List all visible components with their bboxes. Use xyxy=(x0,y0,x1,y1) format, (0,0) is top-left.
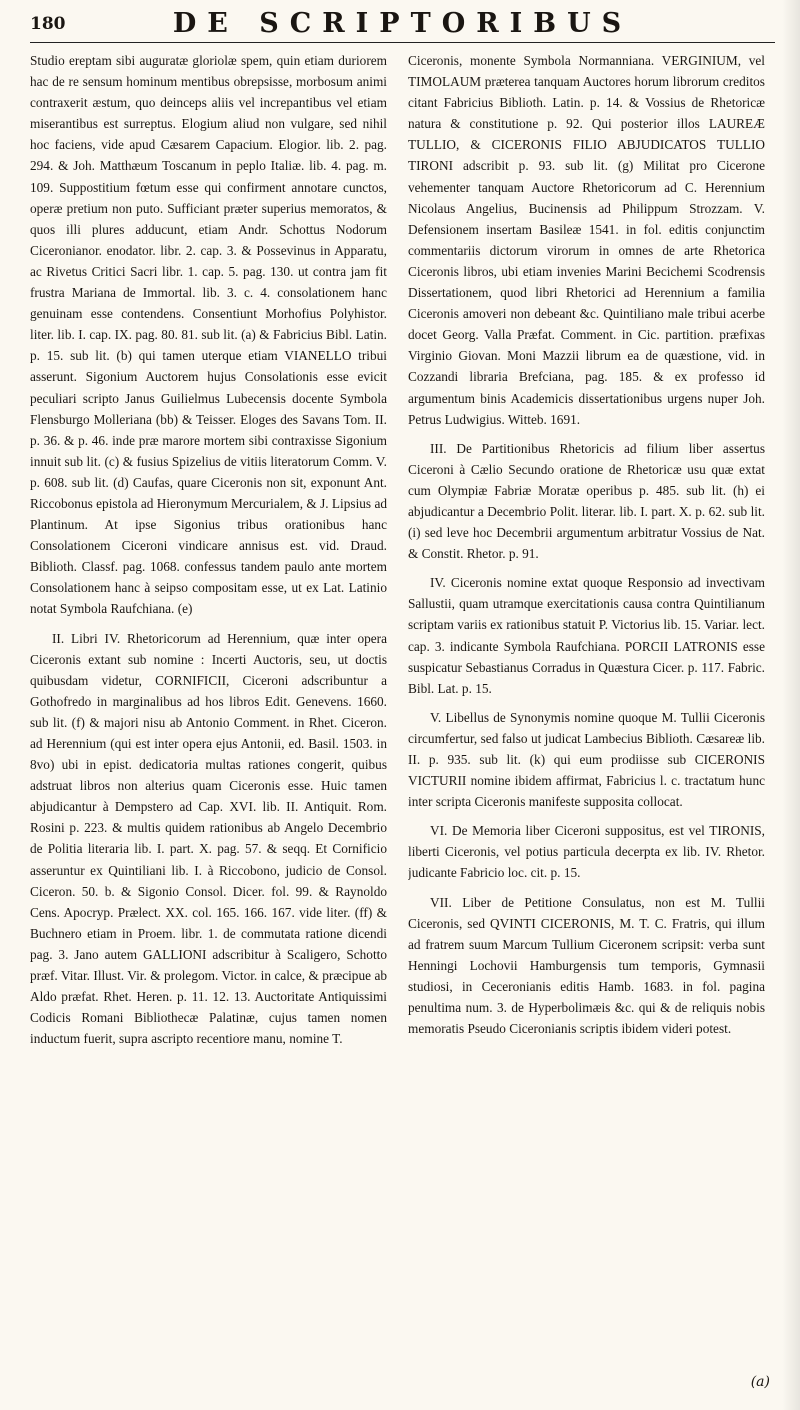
paragraph-partitiones: III. De Partitionibus Rhetoricis ad filium liber assertus Ciceroni à Cælio Secundo oratione de Rhetoricæ usu quæ extat cum Olympiæ Fabriæ Moratæ operibus p. 485. sub lit. (h) ei abjudicantur a Decembrio Polit. literar. lib. I. part. X. p. 62. sub lit. (i) sed leve hoc Decembrii argumentum arbitratur Vossius de Nat. & Constit. Rhetor. p. 91. xyxy=(408,440,765,562)
paragraph-herennium-continued: Ciceronis, monente Symbola Normanniana. VERGINIUM, vel TIMOLAUM præterea tanquam Auctores horum librorum creditos citant Fabricius Biblioth. Latin. p. 14. & Vossius de Rhetoricæ natura & constitutione p. 92. Qui posterior illos LAUREÆ TULLIO, & CICERONIS FILIO ABJUDICATOS TULLIO TIRONI adscribit p. 93. sub lit. (g) Militat pro Cicerone vehementer tanquam Auctore Rhetoricorum ad C. Herennium Nicolaus Angelius, Bucinensis ad Philippum Strozzam. V. Defensionem insertam Basileæ 1541. in fol. editis conjunctim commentariis dictorum virorum in omnes de arte Rhetorica Ciceronis libros, ubi etiam invenies Marini Becichemi Scodrensis Dissertationem, quod libri Rhetorici ad Herennium a familia Ciceronis amoveri non debeant &c. Quintiliano male tribui acerbe docet Georg. Valla Præfat. Comment. in Cic. partition. præfixas Virginio Giovan. Moni Mazzii librum ea de quæstione, vid. in Cozzandi libraria Brefciana, pag. 185. & ex professo id argumentum binis Academicis dissertationibus urgens nuper Joh. Petrus Ludwigius. Witteb. 1691. xyxy=(408,53,765,427)
running-title: DE SCRIPTORIBUS xyxy=(172,8,633,39)
paragraph-responsio-sallustii: IV. Ciceronis nomine extat quoque Responsio ad invectivam Sallustii, quam utramque exercitationis causa contra Quintilianum scriptam variis ex rationibus statuit P. Victorius lib. 15. Variar. lect. cap. 3. indicante Symbola Raufchiana. PORCII LATRONIS esse suspicatur Sebastianus Corradus in Quæstura Cicer. p. 117. Fabric. Bibl. Lat. p. 15. xyxy=(408,575,765,696)
header-rule xyxy=(30,42,775,43)
paragraph-rhetorica-herennium: II. Libri IV. Rhetoricorum ad Herennium, quæ inter opera Ciceronis extant sub nomine : Incerti Auctoris, seu, ut doctis quibusdam videtur, CORNIFICII, Ciceroni adscribuntur a Gothofredo in marginalibus ad hos libros Edit. Genevens. 1660. sub lit. (f) & majori nisu ab Antonio Comment. in Rhet. Ciceron. ad Herennium (qui est inter opera ejus Antonii, ed. Basil. 1503. in 8vo) ubi in epist. dedicatoria multas rationes congerit, quibus adstruat libros non alterius quam Ciceronis esse. Huic tamen abjudicantur à Dempstero ad Cap. XVI. lib. II. Antiquit. Rom. Rosini p. 223. & multis quidem rationibus ab Angelo Decembrio de Politia literaria lib. I. part. X. pag. 57. & seqq. Et Cornificio asseruntur ex Quintiliani lib. I. à Riccobono, judicio de Consol. Ciceron. 50. b. & Sigonio Consol. Dicer. fol. 99. & Raynoldo Cens. Apocryp. Prælect. XX. col. 165. 166. 167. vide liter. (ff) & Buchnero etiam in Proem. libr. 1. de commutata ratione dicendi pag. 3. Jano autem GALLIONI adscribitur à Scaligero, Schotto præf. Vitar. Illust. Vir. & prolegom. Victor. in calce, & præcipue ab Aldo præfat. Rhet. Heren. p. 11. 12. 13. Auctoritate Antiquissimi Codicis Romani Bibliothecæ Palatinæ, cujus tamen nomen inductum fuerit, supra ascripto recentiore manu, nomine T. xyxy=(30,630,387,1047)
page-edge-shadow xyxy=(782,0,800,1410)
column-gutter xyxy=(392,50,393,1390)
paragraph-petitio-consulatus: VII. Liber de Petitione Consulatus, non est M. Tullii Ciceronis, sed QVINTI CICERONIS, M. T. C. Fratris, qui illum ad fratrem suum Marcum Tullium Ciceronem scripsit: verba sunt Henningi Lochovii Hamburgensis tum temporis, Gymnasii studiosi, in Ceceronianis editis Hamb. 1683. in fol. pagina penultima num. 3. de Hyperbolimæis &c. qui & de reliquis nobis memoratis Pseudo Ciceronianis scriptis ibidem videri potest. xyxy=(408,894,765,1037)
page-header xyxy=(30,8,775,40)
paragraph-de-memoria: VI. De Memoria liber Ciceroni suppositus, est vel TIRONIS, liberti Ciceronis, vel potius particula decerpta ex lib. IV. Rhetor. judicante Fabricio loc. cit. p. 15. xyxy=(408,823,765,881)
left-column xyxy=(30,50,387,1395)
page-number: 180 xyxy=(30,14,66,34)
signature-mark: (a) xyxy=(750,1374,770,1390)
paragraph-synonyma: V. Libellus de Synonymis nomine quoque M. Tullii Ciceronis circumfertur, sed falso ut judicat Lambecius Biblioth. Cæsareæ lib. II. p. 935. sub lit. (k) qui eum prodiisse sub CICERONIS VICTURII nomine ibidem affirmat, Fabricius l. c. tractatum hunc inter scripta Ciceronis manifeste supposita collocat. xyxy=(408,709,765,810)
right-column xyxy=(408,50,765,1395)
paragraph-consolatio: Studio ereptam sibi auguratæ gloriolæ spem, quin etiam duriorem hac de re sensum hominum mentibus obrepsisse, morbosum animi contraxerit æstum, quo deinceps aliis vel increpantibus vel etiam miserantibus est surreptus. Elogium aliud non vulgare, sed nihil hoc faciens, vide apud Cæsarem Capacium. Elogior. lib. 2. pag. 294. & Joh. Matthæum Toscanum in peplo Italiæ. lib. 4. pag. m. 109. Suppostitium fœtum esse qui confirment annotare cunctos, operæ pretium non puto. Sufficiant præter superius memoratos, & quos illi plures adducunt, etiam Andr. Schottus Nodorum Ciceronianor. enodator. libr. 2. cap. 3. & Possevinus in Apparatu, ac Rivetus Critici Sacri libr. 1. cap. 5. pag. 130. ut contra jam fit frustra Mariana de Immortal. lib. 3. c. 4. consolationem hanc genuinam esse contendens. Consentiunt Morhofius Polyhistor. liter. lib. I. cap. IX. pag. 80. 81. sub lit. (a) & Fabricius Bibl. Latin. p. 15. sub lit. (b) qui tamen uterque etiam VIANELLO tribui asserunt. Sigonium Auctorem hujus Consolationis esse evicit peculiari scripto Janus Guilielmus Lubecensis docente Symbola Flensburgo Molleriana (bb) & Teisser. Eloges des Savans Tom. II. p. 36. & p. 46. inde præ marore mortem sibi contraxisse Sigonium innuit sub lit. (c) & fusius Spizelius de vitiis literatorum Comm. V. p. 608. sub lit. (d) Caufas, quare Ciceronis non sit, exponunt Ant. Riccobonus epistola ad Hieronymum Mercurialem, & J. Lipsius ad Plantinum. At ipse Sigonius tribus orationibus hanc Consolationem Ciceroni vindicare annisus est. vid. Draud. Biblioth. Classf. pag. 1068. confessus tandem paulo ante mortem Consolationem hanc à seipso compositam esse, ut ex Lat. Latinio notat Symbola Raufchiana. (e) xyxy=(30,53,387,617)
